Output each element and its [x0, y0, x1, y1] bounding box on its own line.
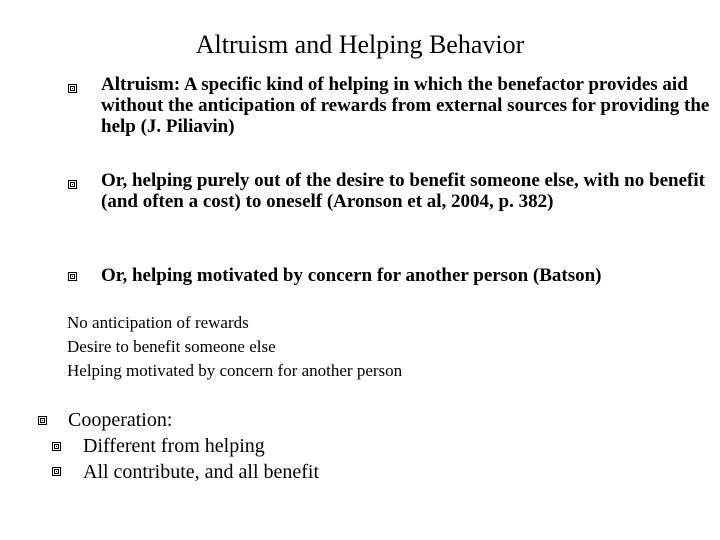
definition-text: Or, helping motivated by concern for another person (Batson) — [101, 265, 602, 286]
square-bullet-icon — [68, 180, 77, 189]
definition-text: Or, helping purely out of the desire to benefit someone else, with no benefit (and often a cost) to oneself (Aronson et al, 2004, p. 382) — [101, 170, 705, 212]
square-bullet-icon — [68, 84, 77, 93]
summary-line: Desire to benefit someone else — [67, 337, 276, 356]
square-bullet-icon — [52, 467, 61, 476]
definition-text: Altruism: A specific kind of helping in which the benefactor provides aid without the anticipation of rewards from external sources for providing the help (J. Piliavin) — [101, 74, 710, 137]
summary-line: No anticipation of rewards — [67, 313, 249, 332]
cooperation-item: All contribute, and all benefit — [83, 461, 320, 483]
square-bullet-icon — [68, 272, 77, 281]
square-bullet-icon — [38, 416, 47, 425]
summary-line: Helping motivated by concern for another person — [67, 361, 403, 380]
cooperation-heading: Cooperation: — [68, 409, 173, 431]
cooperation-item: Different from helping — [83, 435, 265, 457]
slide-title: Altruism and Helping Behavior — [195, 30, 525, 59]
square-bullet-icon — [52, 442, 61, 451]
